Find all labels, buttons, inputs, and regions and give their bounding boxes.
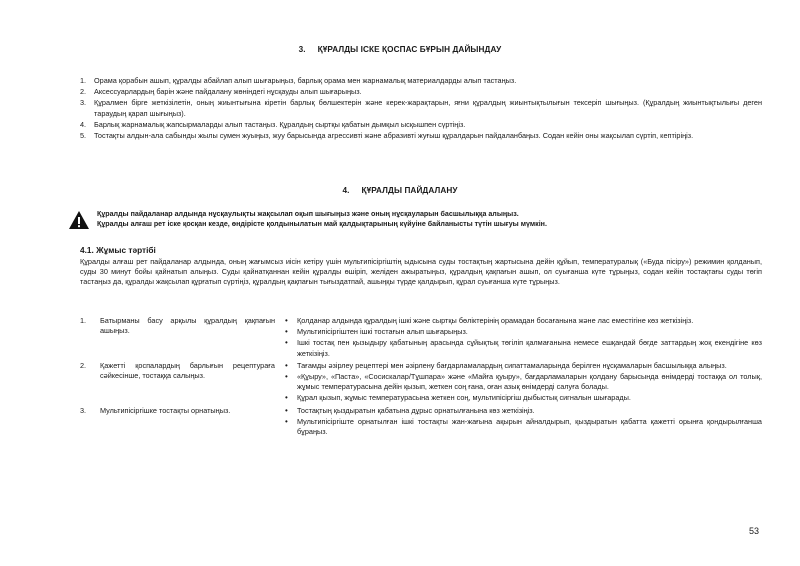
warning-text (97, 209, 757, 229)
list-item: 4. Барлық жарнамалық жапсырмаларды алып тастаңыз. Құралдың сыртқы қабатын дымқыл ысқышпен сүртіңіз. (80, 119, 466, 129)
subsection-paragraph: Құралды алғаш рет пайдаланар алдында, оның жағымсыз иісін кетіру үшін мультипісіргіштің ыдысына суды тостақтың жартысына дейін құйып, температуралық («Буда пісіру») режимин қолданып, суды 30 минут бойы қайнатып алыңыз. Суды қайнатқаннан кейін құралды өшіріп, желіден ажыратыңыз, құралдың қақпағын ашып, ол суығанша күте тұрыңыз, содан кейін тостақтағы суды төгіп тастаңыз да, құралды жақсылап құрғатып сүртіңіз, құралдың қақпағын тығыздатпай, ашыңқы түрде қалдырып, құрал суығанша күте тұрыңыз. (80, 257, 762, 287)
section-3-number: 3. (298, 45, 306, 54)
step-row (80, 316, 762, 359)
step-row (80, 361, 762, 404)
bullet-item: • Қолданар алдында құралдың ішкі және сыртқы бөліктерінің орамадан босағанына және лас еместігіне көз жеткізіңіз. (285, 316, 762, 326)
step-label: Батырманы басу арқылы құралдың қақпағын ашыңыз. (100, 316, 275, 336)
step-label: Қажетті қоспалардың барлығын рецептураға сәйкесінше, тостаққа салыңыз. (100, 360, 275, 381)
warning-line: Құралды алғаш рет іске қосқан кезде, өндірісте қолдынылатын май қалдықтарының күйуіне байланысты түтін шығуы мүмкін. (97, 220, 547, 229)
preparation-list (80, 76, 762, 142)
bullet-item: • Тостақтың қыздыратын қабатына дұрыс орнатылғанына көз жеткізіңіз. (285, 406, 762, 416)
bullet-item: • «Құыру», «Паста», «Сосискалар/Тұшпара» және «Майға қуыру», бағдарламаларын қолдану барысында өнімдерді тостаққа ол толық, жұмыс температурасына дейін қызып, жеткен соң ғана, оған азық өнімдерді салуға болады. (285, 372, 762, 392)
step-bullets (285, 316, 762, 359)
bullet-item: • Мультипісіргіште орнатылған ішкі тостақты жан-жағына ақырын айналдырып, қыздыратын қабатта қажетті орынға қондырылғанша бұраңыз. (285, 417, 762, 437)
section-4-title (0, 186, 800, 196)
bullet-item: • Құрал қызып, жұмыс температурасына жеткен соң, мультипісіргіш дыбыстық сигналын шығарады. (285, 393, 762, 403)
section-3-title-text: ҚҰРАЛДЫ ІСКЕ ҚОСПАС БҰРЫН ДАЙЫНДАУ (317, 45, 502, 54)
list-item: 1. Орама қорабын ашып, құралды абайлап алып шығарыңыз, барлық орама мен жарнамалық материалдарды алып тастаңыз. (80, 76, 517, 85)
warning-triangle-icon (68, 210, 90, 230)
list-item: 3. Құралмен бірге жеткізілетін, оның жиынтығына кіретін барлық бөлшектерін және керек-жарақтарын, яғни құралдың жиынтықтылығын тексеріп шығыңыз. (Құралдың жиынтықтылығы деген тараудың қарап шығыңыз). (80, 98, 762, 118)
step-number: 1. (80, 316, 87, 325)
section-3-title (0, 45, 800, 55)
step-number: 3. (80, 405, 87, 415)
bullet-item: • Ішкі тостақ пен қызыдыру қабатының арасында сұйықтық төгіліп қалмағанына немесе ешқандай бөгде заттардың жоқ екендігіне көз жеткізіңіз. (285, 338, 762, 358)
list-item: 5. Тостақты алдын-ала сабынды жылы сумен жуыңыз, жуу барысында агрессивті және абразивті жуғыш құралдарын пайдаланбаңыз. Содан кейін оны жақсылап сүртіп, кептіріңіз. (80, 131, 694, 141)
section-4-number: 4. (342, 186, 350, 195)
step-number: 2. (80, 360, 87, 370)
bullet-item: • Мультипісіргіштен ішкі тостағын алып шығарыңыз. (285, 327, 762, 337)
step-bullets (285, 361, 762, 404)
section-4-title-text: ҚҰРАЛДЫ ПАЙДАЛАНУ (361, 186, 458, 195)
page-number: 53 (748, 525, 759, 536)
subsection-title: 4.1. Жұмыс тәртібі (80, 245, 156, 255)
step-row (80, 406, 762, 438)
bullet-item: • Тағамды әзірлеу рецептері мен әзірлену бағдарламалардың сипаттамаларында берілген нұсқамаларын басшылыққа алыңыз. (285, 361, 762, 371)
step-label: Мультипісіргішке тостақты орнатыңыз. (100, 405, 231, 415)
steps-table (80, 316, 762, 439)
warning-line: Құралды пайдаланар алдында нұсқаулықты жақсылап оқып шығыңыз және оның нұсқауларын басшылыққа алыңыз. (97, 210, 519, 218)
step-bullets (285, 406, 762, 438)
list-item: 2. Аксессуарлардың барін және пайдалану жөніндегі нұсқауды алып шығарыңыз. (80, 87, 362, 97)
